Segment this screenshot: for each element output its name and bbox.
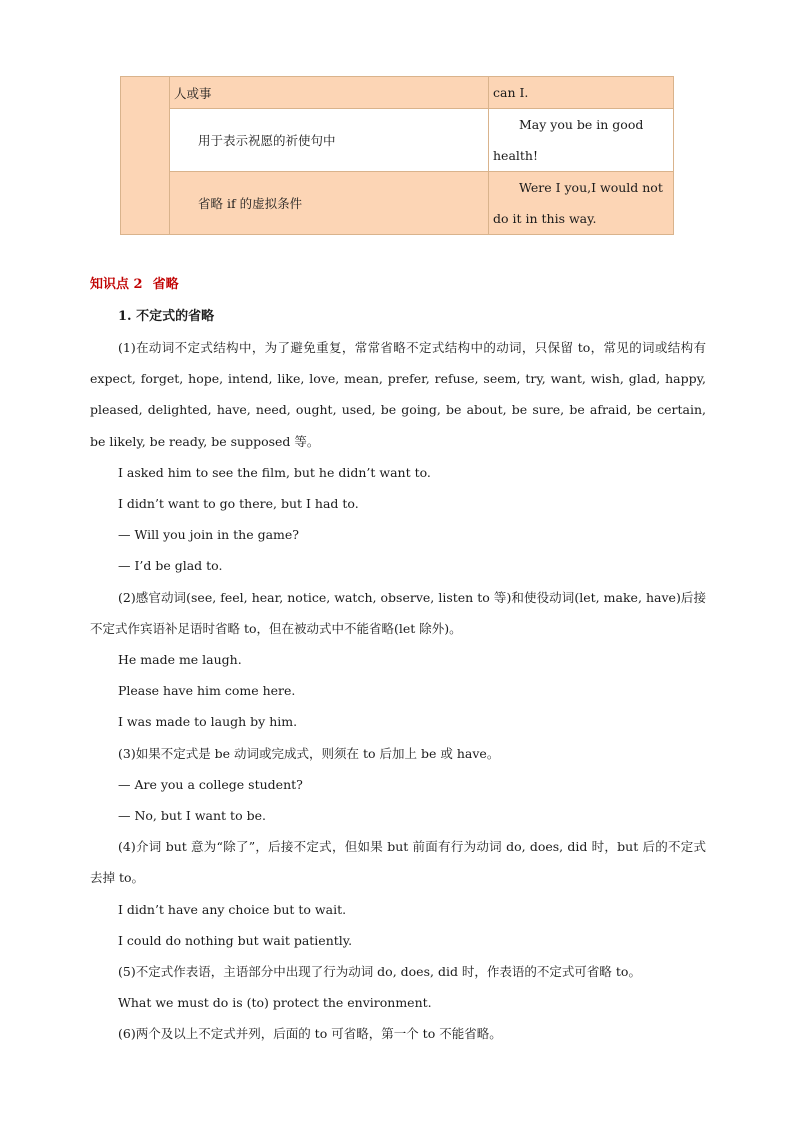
table-row [121, 172, 674, 235]
paragraph: (6)两个及以上不定式并列，后面的 to 可省略，第一个 to 不能省略。 [118, 1026, 502, 1042]
example-sentence: I didn’t want to go there, but I had to. [118, 496, 359, 512]
example-sentence: — Are you a college student? [118, 776, 303, 792]
body-text [90, 332, 706, 1050]
table-row [121, 109, 674, 172]
table-side-cell [121, 77, 170, 235]
example-sentence: I didn’t have any choice but to wait. [118, 901, 347, 917]
paragraph: (3)如果不定式是 be 动词或完成式，则须在 to 后加上 be 或 have。 [118, 745, 500, 761]
example-sentence: What we must do is (to) protect the environment. [118, 995, 432, 1011]
example-sentence: — Will you join in the game? [118, 527, 299, 543]
example-sentence: — I’d be glad to. [118, 558, 223, 574]
paragraph: (2)感官动词(see, feel, hear, notice, watch, observe, listen to 等)和使役动词(let, make, have)后接不定式作宾语补足语时省略 to，但在被动式中不能省略(let 除外)。 [90, 589, 706, 636]
paragraph: (5)不定式作表语，主语部分中出现了行为动词 do, does, did 时，作表语的不定式可省略 to。 [118, 964, 641, 980]
section-heading [90, 273, 189, 292]
table-cell: Were I you,I would not do it in this way. [489, 172, 674, 235]
section-title: 省略 [152, 277, 179, 292]
paragraph: (1)在动词不定式结构中，为了避免重复，常常省略不定式结构中的动词，只保留 to，常见的词或结构有 expect, forget, hope, intend, like, love, mean, prefer, refuse, seem, try, want, wish, glad, happy, pleased, delighted, have, need, ought, used, be going, be about, be sure, be afraid, be certain, be likely, be ready, be supposed 等。 [90, 340, 706, 449]
table-cell: 省略 if 的虚拟条件 [170, 172, 489, 235]
section-number: 知识点 2 [90, 277, 143, 292]
example-sentence: I could do nothing but wait patiently. [118, 932, 353, 948]
table-cell: can I. [489, 77, 674, 109]
grammar-table [120, 76, 674, 235]
example-sentence: Please have him come here. [118, 683, 296, 699]
table-cell: 用于表示祝愿的祈使句中 [170, 109, 489, 172]
example-sentence: I asked him to see the film, but he didn’t want to. [118, 464, 431, 480]
subsection-heading: 1. 不定式的省略 [118, 309, 215, 324]
example-sentence: I was made to laugh by him. [118, 714, 298, 730]
paragraph: (4)介词 but 意为“除了”，后接不定式，但如果 but 前面有行为动词 do, does, did 时，but 后的不定式去掉 to。 [90, 839, 706, 886]
example-sentence: He made me laugh. [118, 652, 242, 668]
table-cell: May you be in good health! [489, 109, 674, 172]
example-sentence: — No, but I want to be. [118, 808, 266, 824]
table-cell: 人或事 [170, 77, 489, 109]
table-row [121, 77, 674, 109]
